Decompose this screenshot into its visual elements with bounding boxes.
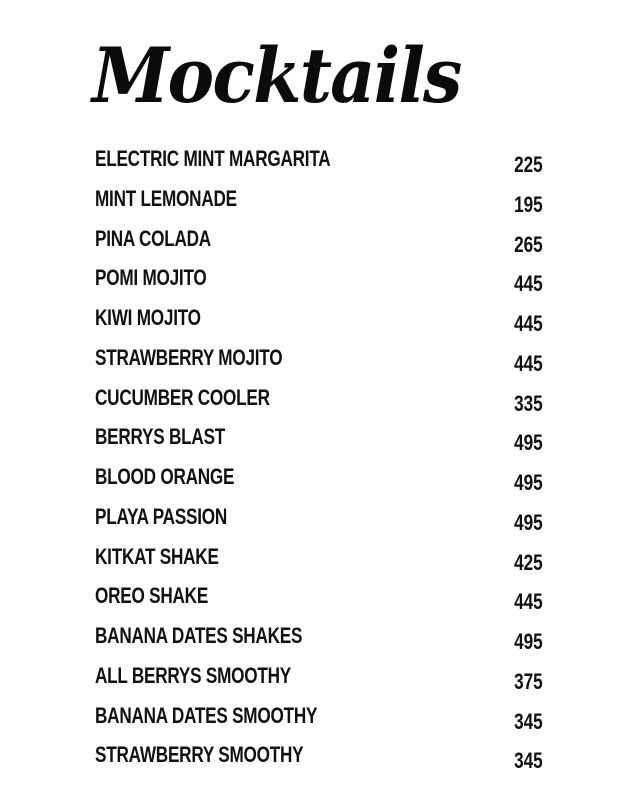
menu-item-name: BERRYS BLAST: [95, 424, 226, 450]
menu-item-price: 495: [514, 509, 543, 535]
menu-item-name: PINA COLADA: [95, 225, 211, 251]
menu-item-name: BANANA DATES SMOOTHY: [95, 702, 318, 728]
menu-item-price: 335: [514, 390, 543, 416]
menu-item-name: STRAWBERRY SMOOTHY: [95, 742, 304, 768]
menu-item: [95, 699, 545, 739]
menu-item-price: 495: [514, 430, 543, 456]
menu-item-name: ALL BERRYS SMOOTHY: [95, 662, 292, 688]
menu-item: [95, 341, 545, 381]
mocktail-list: [95, 142, 545, 778]
menu-item-name: BANANA DATES SHAKES: [95, 623, 303, 648]
menu-item-name: PLAYA PASSION: [95, 503, 228, 529]
menu-item-price: 195: [514, 191, 543, 217]
menu-item-name: MINT LEMONADE: [95, 185, 237, 211]
menu-item-name: KITKAT SHAKE: [95, 543, 219, 569]
menu-item-price: 495: [514, 629, 543, 654]
menu-item: [95, 738, 545, 778]
menu-item: [95, 222, 545, 262]
menu-item: [95, 381, 545, 421]
menu-item-name: KIWI MOJITO: [95, 305, 201, 330]
menu-item: [95, 261, 545, 301]
menu-title: Mocktails: [92, 31, 461, 120]
menu-item-price: 265: [514, 231, 543, 257]
menu-item: [95, 182, 545, 222]
menu-item-price: 445: [514, 350, 543, 376]
menu-item-name: BLOOD ORANGE: [95, 464, 235, 489]
menu-item-price: 225: [514, 152, 543, 177]
menu-item: [95, 619, 545, 659]
menu-item-price: 495: [514, 470, 543, 495]
menu-item: [95, 500, 545, 540]
menu-item-name: STRAWBERRY MOJITO: [95, 344, 283, 370]
menu-item: [95, 460, 545, 500]
menu-item: [95, 420, 545, 460]
menu-item-name: POMI MOJITO: [95, 265, 207, 291]
menu-item-name: CUCUMBER COOLER: [95, 384, 270, 410]
menu-item: [95, 579, 545, 619]
menu-item-price: 445: [514, 271, 543, 297]
menu-item: [95, 142, 545, 182]
menu-item-price: 345: [514, 748, 543, 774]
menu-item: [95, 659, 545, 699]
menu-item-price: 445: [514, 311, 543, 336]
menu-item: [95, 301, 545, 341]
menu-item-price: 425: [514, 549, 543, 575]
menu-item-price: 375: [514, 668, 543, 694]
menu-item-price: 445: [514, 589, 543, 615]
menu-item: [95, 540, 545, 580]
menu-item-name: OREO SHAKE: [95, 583, 209, 609]
menu-item-name: ELECTRIC MINT MARGARITA: [95, 146, 331, 171]
menu-item-price: 345: [514, 708, 543, 734]
